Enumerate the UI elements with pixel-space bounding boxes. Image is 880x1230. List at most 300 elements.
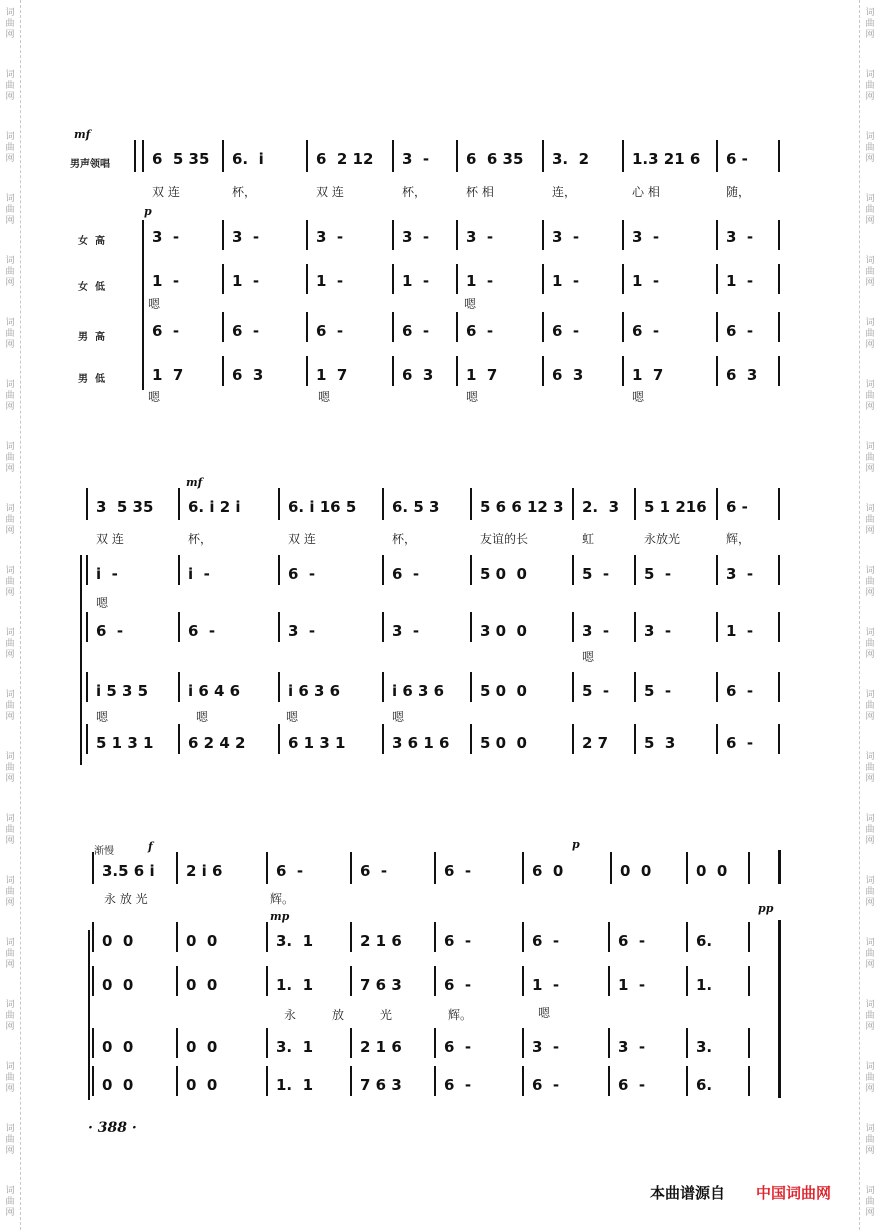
- soprano-measure: 0 0: [186, 932, 218, 950]
- alto-measure: 1 -: [552, 272, 580, 290]
- barline: [266, 1028, 268, 1058]
- barline: [306, 220, 308, 250]
- watermark-glyph: 词: [865, 752, 875, 762]
- barline: [350, 1028, 352, 1058]
- watermark-glyph: 网: [865, 1146, 875, 1156]
- lead-measure: 3 5 35: [96, 498, 154, 516]
- lead-measure: 6 2 12: [316, 150, 374, 168]
- alto-measure: 1 -: [316, 272, 344, 290]
- watermark-glyph: 词: [5, 318, 15, 328]
- barline: [778, 672, 780, 702]
- lead-measure: 6 0: [532, 862, 564, 880]
- barline: [382, 672, 384, 702]
- lead-measure: 6 5 35: [152, 150, 210, 168]
- left-watermark-strip: [0, 0, 21, 1230]
- bass-measure: 0 0: [186, 1076, 218, 1094]
- watermark-glyph: 词: [5, 256, 15, 266]
- dynamic-p: p: [572, 838, 580, 851]
- lead-measure: 5 6 6 12 3: [480, 498, 564, 516]
- watermark-glyph: 词: [5, 8, 15, 18]
- soprano-measure: 3 -: [316, 228, 344, 246]
- barline: [634, 612, 636, 642]
- barline: [456, 264, 458, 294]
- barline: [716, 555, 718, 585]
- watermark-glyph: 词: [5, 876, 15, 886]
- tenor-measure: 5 0 0: [480, 682, 527, 700]
- dynamic-f: f: [148, 840, 153, 853]
- barline: [142, 220, 144, 250]
- barline: [266, 1066, 268, 1096]
- barline: [306, 264, 308, 294]
- barline: [176, 922, 178, 952]
- soprano-measure: 6 -: [618, 932, 646, 950]
- watermark-glyph: 曲: [5, 949, 15, 959]
- watermark-glyph: 词: [5, 442, 15, 452]
- tenor-lyric: 嗯: [96, 710, 109, 724]
- watermark-glyph: 网: [5, 712, 15, 722]
- barline: [92, 1028, 94, 1058]
- barline: [470, 612, 472, 642]
- barline: [92, 922, 94, 952]
- barline: [382, 612, 384, 642]
- barline: [522, 852, 524, 884]
- barline: [86, 555, 88, 585]
- choir-brace: [80, 555, 82, 765]
- alto-measure: 1 -: [532, 976, 560, 994]
- barline: [748, 852, 750, 884]
- tenor-measure: i 6 4 6: [188, 682, 241, 700]
- barline: [434, 852, 436, 884]
- alto-measure: 1 -: [152, 272, 180, 290]
- watermark-glyph: 网: [865, 588, 875, 598]
- bass-measure: 6 -: [444, 1076, 472, 1094]
- watermark-glyph: 网: [865, 1022, 875, 1032]
- barline: [434, 922, 436, 952]
- barline: [716, 312, 718, 342]
- barline: [434, 966, 436, 996]
- barline: [522, 966, 524, 996]
- barline: [382, 555, 384, 585]
- barline: [686, 1028, 688, 1058]
- final-barline: [778, 920, 781, 1098]
- barline: [392, 312, 394, 342]
- lead-lyric: 双 连: [96, 532, 124, 546]
- dynamic-mf: mf: [186, 476, 203, 489]
- watermark-glyph: 网: [5, 154, 15, 164]
- barline: [350, 852, 352, 884]
- barline: [572, 488, 574, 520]
- alto-measure: 6 -: [444, 976, 472, 994]
- watermark-glyph: 词: [5, 628, 15, 638]
- barline: [92, 852, 94, 884]
- barline: [176, 852, 178, 884]
- watermark-glyph: 词: [5, 752, 15, 762]
- barline: [266, 852, 268, 884]
- tenor-measure: i 6 3 6: [392, 682, 445, 700]
- watermark-glyph: 网: [5, 92, 15, 102]
- alto-measure: 3 -: [582, 622, 610, 640]
- barline: [392, 140, 394, 172]
- barline: [470, 672, 472, 702]
- lead-measure: 6. i 2 i: [188, 498, 241, 516]
- barline: [572, 724, 574, 754]
- lead-measure: 0 0: [696, 862, 728, 880]
- soprano-measure: 5 0 0: [480, 565, 527, 583]
- watermark-glyph: 词: [865, 1124, 875, 1134]
- barline: [142, 140, 144, 172]
- barline: [222, 356, 224, 386]
- soprano-measure: i -: [96, 565, 118, 583]
- watermark-glyph: 词: [5, 1186, 15, 1196]
- lead-lyric: 辉，: [726, 532, 751, 546]
- alto-measure: 6 -: [96, 622, 124, 640]
- part-label-bass: 男 低: [78, 374, 105, 385]
- soprano-measure: 3 -: [632, 228, 660, 246]
- bass-lyric: 嗯: [466, 390, 479, 404]
- watermark-glyph: 网: [5, 1208, 15, 1218]
- watermark-glyph: 曲: [865, 391, 875, 401]
- barline: [686, 852, 688, 884]
- watermark-glyph: 曲: [5, 391, 15, 401]
- watermark-glyph: 网: [865, 526, 875, 536]
- barline: [716, 488, 718, 520]
- watermark-glyph: 曲: [865, 763, 875, 773]
- soprano-measure: 5 -: [582, 565, 610, 583]
- watermark-glyph: 曲: [865, 81, 875, 91]
- tenor-measure: 5 -: [582, 682, 610, 700]
- lead-measure: 3 -: [402, 150, 430, 168]
- lead-measure: 6 -: [276, 862, 304, 880]
- lead-measure: 6 -: [360, 862, 388, 880]
- watermark-glyph: 网: [5, 774, 15, 784]
- barline: [608, 966, 610, 996]
- alto-measure: 3 -: [392, 622, 420, 640]
- watermark-glyph: 曲: [865, 453, 875, 463]
- watermark-glyph: 词: [865, 876, 875, 886]
- part-label-alto: 女 低: [78, 282, 105, 293]
- alto-measure: 1.: [696, 976, 713, 994]
- barline: [278, 672, 280, 702]
- watermark-glyph: 网: [5, 588, 15, 598]
- barline: [634, 672, 636, 702]
- watermark-glyph: 网: [865, 836, 875, 846]
- lead-lyric: 双 连: [316, 185, 344, 199]
- tenor-measure: 6 -: [444, 1038, 472, 1056]
- watermark-glyph: 网: [865, 712, 875, 722]
- barline: [266, 922, 268, 952]
- barline: [608, 1028, 610, 1058]
- watermark-glyph: 网: [865, 1208, 875, 1218]
- barline: [522, 1066, 524, 1096]
- barline: [572, 612, 574, 642]
- barline: [778, 724, 780, 754]
- lead-lyric: 杯，: [392, 532, 417, 546]
- barline: [542, 312, 544, 342]
- soprano-measure: 6 -: [532, 932, 560, 950]
- soprano-measure: 3 -: [552, 228, 580, 246]
- barline: [716, 356, 718, 386]
- barline: [716, 264, 718, 294]
- bass-measure: 6 1 3 1: [288, 734, 346, 752]
- watermark-glyph: 曲: [865, 143, 875, 153]
- barline: [142, 356, 144, 386]
- lead-lyric: 杯 相: [466, 185, 494, 199]
- barline: [86, 672, 88, 702]
- bass-measure: 6.: [696, 1076, 713, 1094]
- barline: [142, 264, 144, 294]
- watermark-glyph: 网: [865, 30, 875, 40]
- watermark-glyph: 词: [5, 1000, 15, 1010]
- watermark-glyph: 曲: [5, 81, 15, 91]
- tenor-measure: 5 -: [644, 682, 672, 700]
- watermark-glyph: 曲: [5, 887, 15, 897]
- barline: [222, 140, 224, 172]
- bass-measure: 6 3: [552, 366, 584, 384]
- barline: [278, 555, 280, 585]
- watermark-glyph: 网: [5, 216, 15, 226]
- lead-measure: 0 0: [620, 862, 652, 880]
- tenor-measure: 6 -: [152, 322, 180, 340]
- barline: [178, 612, 180, 642]
- barline: [542, 356, 544, 386]
- soprano-measure: 3 -: [402, 228, 430, 246]
- bass-measure: 1 7: [632, 366, 664, 384]
- lead-measure: 2. 3: [582, 498, 620, 516]
- tenor-lyric: 嗯: [196, 710, 209, 724]
- watermark-glyph: 曲: [865, 949, 875, 959]
- watermark-glyph: 曲: [5, 329, 15, 339]
- watermark-glyph: 词: [865, 132, 875, 142]
- dynamic-pp: pp: [758, 902, 774, 915]
- watermark-glyph: 网: [865, 960, 875, 970]
- barline: [178, 555, 180, 585]
- barline: [622, 356, 624, 386]
- barline: [306, 312, 308, 342]
- lead-lyric: 杯，: [188, 532, 213, 546]
- soprano-measure: 2 1 6: [360, 932, 402, 950]
- watermark-glyph: 词: [865, 1062, 875, 1072]
- lead-measure: 3.5 6 i: [102, 862, 155, 880]
- watermark-glyph: 曲: [865, 639, 875, 649]
- lead-lyric: 双 连: [152, 185, 180, 199]
- barline: [92, 1066, 94, 1096]
- watermark-glyph: 词: [5, 380, 15, 390]
- barline: [470, 555, 472, 585]
- dynamic-p: p: [144, 205, 152, 218]
- barline: [178, 724, 180, 754]
- watermark-glyph: 网: [5, 30, 15, 40]
- soprano-measure: 3 -: [726, 565, 754, 583]
- barline: [278, 612, 280, 642]
- soprano-measure: 0 0: [102, 932, 134, 950]
- watermark-glyph: 词: [865, 380, 875, 390]
- alto-measure: 1 -: [466, 272, 494, 290]
- watermark-glyph: 网: [5, 402, 15, 412]
- watermark-glyph: 曲: [5, 515, 15, 525]
- barline: [456, 312, 458, 342]
- watermark-glyph: 曲: [865, 205, 875, 215]
- barline: [456, 220, 458, 250]
- barline: [142, 312, 144, 342]
- lead-lyric: 连，: [552, 185, 577, 199]
- watermark-glyph: 词: [865, 318, 875, 328]
- watermark-glyph: 网: [5, 960, 15, 970]
- watermark-glyph: 曲: [865, 887, 875, 897]
- lead-measure: 6 -: [726, 498, 748, 516]
- watermark-glyph: 网: [5, 898, 15, 908]
- lead-measure: 1.3 21 6: [632, 150, 701, 168]
- lead-lyric: 永 放 光: [104, 892, 148, 906]
- watermark-glyph: 曲: [5, 701, 15, 711]
- watermark-glyph: 词: [865, 814, 875, 824]
- barline: [778, 555, 780, 585]
- watermark-glyph: 曲: [5, 453, 15, 463]
- barline: [748, 1066, 750, 1096]
- tenor-measure: 3 -: [618, 1038, 646, 1056]
- watermark-glyph: 词: [865, 70, 875, 80]
- barline: [456, 356, 458, 386]
- barline: [716, 220, 718, 250]
- barline: [748, 966, 750, 996]
- tenor-measure: 6 -: [466, 322, 494, 340]
- alto-lyric: 嗯: [148, 297, 161, 311]
- watermark-glyph: 词: [5, 690, 15, 700]
- watermark-glyph: 词: [865, 938, 875, 948]
- alto-measure: 6 -: [188, 622, 216, 640]
- tenor-measure: 6 -: [726, 322, 754, 340]
- right-watermark-strip: [859, 0, 880, 1230]
- tenor-measure: 3 -: [532, 1038, 560, 1056]
- lead-measure: 6 -: [726, 150, 748, 168]
- barline: [382, 488, 384, 520]
- bass-measure: 5 1 3 1: [96, 734, 154, 752]
- barline: [542, 264, 544, 294]
- barline: [634, 555, 636, 585]
- bass-measure: 6 -: [618, 1076, 646, 1094]
- dynamic-mf: mf: [74, 128, 91, 141]
- bass-measure: 2 7: [582, 734, 609, 752]
- alto-lyric: 嗯: [464, 297, 477, 311]
- barline: [522, 922, 524, 952]
- barline: [778, 488, 780, 520]
- barline: [392, 356, 394, 386]
- watermark-glyph: 词: [865, 1000, 875, 1010]
- watermark-glyph: 曲: [5, 763, 15, 773]
- watermark-glyph: 网: [5, 1084, 15, 1094]
- lead-measure: 6. 5 3: [392, 498, 440, 516]
- watermark-glyph: 曲: [865, 1197, 875, 1207]
- watermark-glyph: 网: [865, 154, 875, 164]
- soprano-measure: 3 -: [726, 228, 754, 246]
- barline: [470, 488, 472, 520]
- watermark-glyph: 网: [865, 1084, 875, 1094]
- bass-measure: 7 6 3: [360, 1076, 402, 1094]
- alto-measure: 3 -: [288, 622, 316, 640]
- bass-measure: 1 7: [316, 366, 348, 384]
- alto-measure: 1. 1: [276, 976, 314, 994]
- watermark-glyph: 曲: [5, 1011, 15, 1021]
- barline: [456, 140, 458, 172]
- watermark-glyph: 词: [865, 194, 875, 204]
- watermark-glyph: 曲: [865, 825, 875, 835]
- watermark-glyph: 曲: [865, 19, 875, 29]
- lead-lyric: 杯，: [402, 185, 427, 199]
- lead-lyric: 友谊的长: [480, 532, 529, 546]
- watermark-glyph: 词: [865, 442, 875, 452]
- barline: [522, 1028, 524, 1058]
- alto-lyric: 辉。: [448, 1008, 473, 1022]
- watermark-glyph: 网: [5, 278, 15, 288]
- barline: [350, 966, 352, 996]
- watermark-glyph: 曲: [865, 1011, 875, 1021]
- bass-measure: 1 7: [152, 366, 184, 384]
- alto-lyric: 放: [332, 1008, 345, 1022]
- tenor-measure: i 6 3 6: [288, 682, 341, 700]
- watermark-glyph: 词: [865, 504, 875, 514]
- watermark-glyph: 网: [5, 340, 15, 350]
- barline: [222, 220, 224, 250]
- watermark-glyph: 网: [865, 774, 875, 784]
- lead-lyric: 杯，: [232, 185, 257, 199]
- tenor-measure: 3.: [696, 1038, 713, 1056]
- lead-measure: 6. i 16 5: [288, 498, 357, 516]
- barline: [350, 1066, 352, 1096]
- lead-measure: 6 6 35: [466, 150, 524, 168]
- lead-lyric: 心 相: [632, 185, 660, 199]
- barline: [306, 140, 308, 172]
- choir-brace: [88, 930, 90, 1100]
- watermark-glyph: 曲: [865, 329, 875, 339]
- alto-measure: 1 -: [726, 272, 754, 290]
- lead-lyric: 虹: [582, 532, 595, 546]
- watermark-glyph: 曲: [5, 1197, 15, 1207]
- barline: [778, 612, 780, 642]
- barline: [266, 966, 268, 996]
- alto-measure: 0 0: [186, 976, 218, 994]
- barline: [686, 1066, 688, 1096]
- watermark-glyph: 曲: [5, 267, 15, 277]
- barline: [392, 264, 394, 294]
- lead-measure: 2 i 6: [186, 862, 223, 880]
- watermark-glyph: 词: [865, 628, 875, 638]
- barline: [686, 966, 688, 996]
- tenor-measure: 0 0: [186, 1038, 218, 1056]
- barline: [572, 555, 574, 585]
- watermark-glyph: 曲: [5, 577, 15, 587]
- watermark-glyph: 曲: [865, 267, 875, 277]
- barline: [382, 724, 384, 754]
- watermark-glyph: 曲: [5, 825, 15, 835]
- barline: [716, 724, 718, 754]
- lead-lyric: 随，: [726, 185, 751, 199]
- barline: [778, 356, 780, 386]
- final-barline: [778, 850, 781, 884]
- watermark-glyph: 网: [865, 402, 875, 412]
- barline: [608, 1066, 610, 1096]
- bass-measure: 1 7: [466, 366, 498, 384]
- tenor-measure: 6 -: [726, 682, 754, 700]
- part-label-soprano: 女 高: [78, 236, 105, 247]
- footer-site-link[interactable]: 中国词曲网: [756, 1184, 832, 1202]
- lead-measure: 3. 2: [552, 150, 590, 168]
- tenor-measure: 2 1 6: [360, 1038, 402, 1056]
- watermark-glyph: 曲: [5, 639, 15, 649]
- watermark-glyph: 词: [5, 132, 15, 142]
- barline: [634, 488, 636, 520]
- alto-lyric: 光: [380, 1008, 393, 1022]
- alto-measure: 0 0: [102, 976, 134, 994]
- watermark-glyph: 网: [865, 898, 875, 908]
